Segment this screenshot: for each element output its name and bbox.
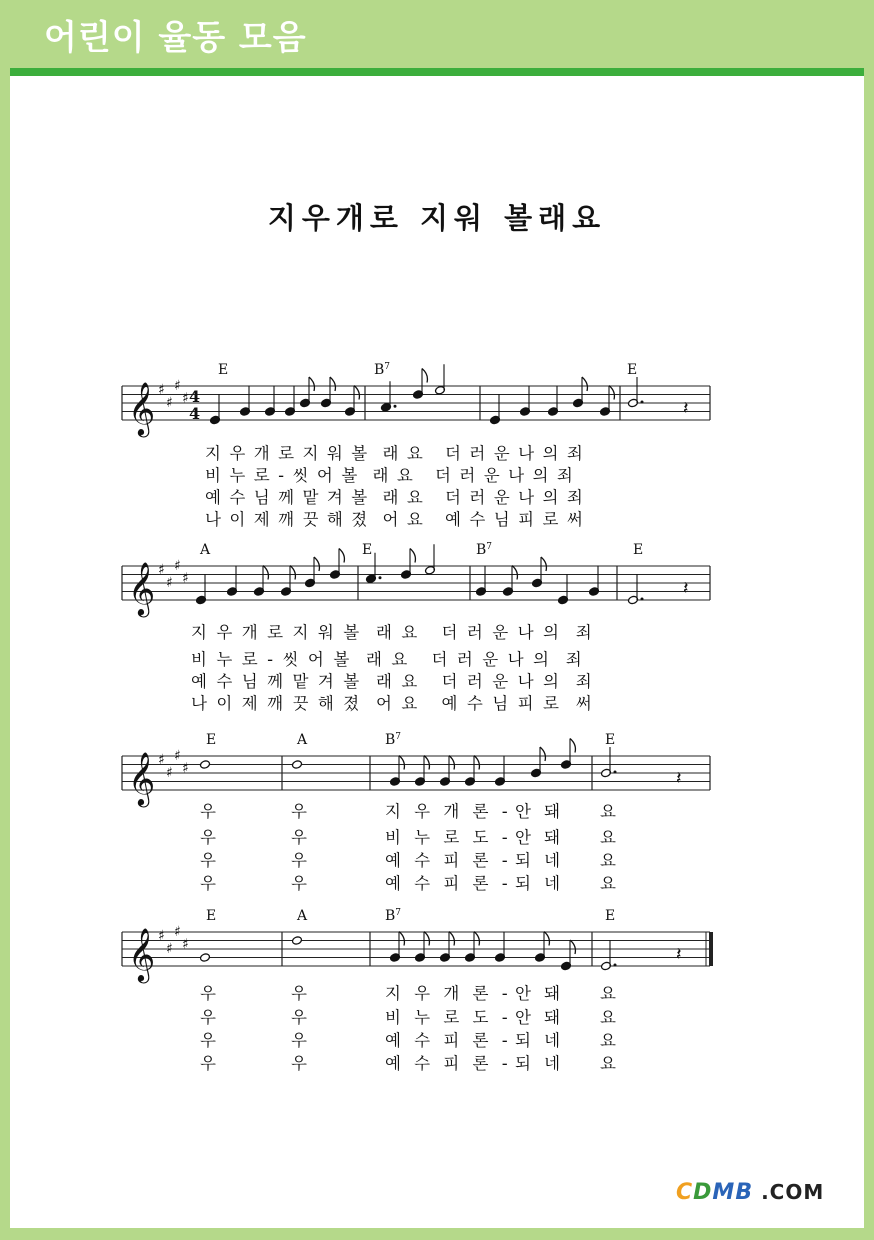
note-head bbox=[200, 760, 211, 770]
note-flag bbox=[474, 932, 479, 946]
lyric-line: 나 이 제 깨 끗 해 졌 어 요 예 수 님 피 로 써 bbox=[191, 694, 594, 713]
chord-superscript: 7 bbox=[395, 732, 402, 742]
lyric-syllable: 비 누 로 도 - bbox=[385, 828, 512, 847]
sharp-icon: ♯ bbox=[174, 557, 181, 574]
lyric-syllable: 예 수 피 론 - bbox=[385, 1054, 512, 1073]
chord-superscript: 7 bbox=[486, 542, 493, 552]
chord-superscript: 7 bbox=[384, 362, 391, 372]
note-head bbox=[200, 953, 211, 963]
lyric-syllable: 지 우 개 론 - bbox=[385, 802, 512, 821]
chord-label: $B^7$ bbox=[385, 732, 402, 748]
lyric-syllable: 요 bbox=[600, 1008, 620, 1027]
time-signature-top: 4 bbox=[189, 387, 201, 406]
note-flag bbox=[570, 739, 575, 753]
lyric-syllable: 우 bbox=[291, 1031, 311, 1050]
sharp-icon: ♯ bbox=[166, 764, 173, 781]
lyric-syllable: 요 bbox=[600, 874, 620, 893]
quarter-rest-icon: 𝄽 bbox=[683, 578, 689, 599]
lyric-syllable: 요 bbox=[600, 1031, 620, 1050]
lyric-syllable: 되 네 bbox=[515, 874, 565, 893]
lyric-syllable: 우 bbox=[291, 1054, 311, 1073]
note-flag bbox=[410, 549, 415, 563]
treble-clef-icon: 𝄞 bbox=[128, 561, 156, 615]
note-flag bbox=[290, 566, 295, 580]
chord-label: A bbox=[200, 542, 211, 558]
lyric-syllable: 예 수 피 론 - bbox=[385, 874, 512, 893]
lyric-syllable: 비 누 로 도 - bbox=[385, 1008, 512, 1027]
lyric-syllable: 예 수 피 론 - bbox=[385, 1031, 512, 1050]
sharp-icon: ♯ bbox=[158, 562, 165, 578]
sharp-icon: ♯ bbox=[182, 570, 189, 587]
final-bar-thick bbox=[709, 932, 713, 966]
chord-label: E bbox=[633, 542, 644, 558]
chord-label: E bbox=[605, 908, 616, 924]
note-dot bbox=[394, 405, 397, 408]
note-flag bbox=[449, 932, 454, 946]
lyric-line: 지 우 개 로 지 워 볼 래 요 더 러 운 나 의 죄 bbox=[191, 623, 594, 642]
note-head bbox=[292, 760, 303, 770]
lyric-syllable: 되 네 bbox=[515, 1054, 565, 1073]
time-signature-bottom: 4 bbox=[189, 404, 201, 423]
lyric-syllable: 우 bbox=[291, 851, 311, 870]
note-dot bbox=[379, 576, 382, 579]
note-flag bbox=[541, 557, 546, 571]
chord-label: $B^7$ bbox=[476, 542, 493, 558]
site-logo bbox=[676, 1180, 824, 1205]
lyric-line: 지 우 개 로 지 워 볼 래 요 더 러 운 나 의 죄 bbox=[205, 444, 585, 463]
lyric-syllable: 우 bbox=[291, 828, 311, 847]
chord-label: E bbox=[605, 732, 616, 748]
lyric-line: 비 누 로 - 씻 어 볼 래 요 더 러 운 나 의 죄 bbox=[205, 466, 575, 485]
sharp-icon: ♯ bbox=[158, 752, 165, 768]
treble-clef-icon: 𝄞 bbox=[128, 927, 156, 981]
note-flag bbox=[424, 756, 429, 770]
note-flag bbox=[314, 557, 319, 571]
lyric-syllable: 예 수 피 론 - bbox=[385, 851, 512, 870]
sharp-icon: ♯ bbox=[174, 923, 181, 940]
lyric-syllable: 우 bbox=[200, 1054, 220, 1073]
logo-letter-c: C bbox=[676, 1180, 694, 1205]
lyric-syllable: 우 bbox=[200, 984, 220, 1003]
logo-domain: .COM bbox=[753, 1180, 825, 1204]
note-flag bbox=[540, 747, 545, 761]
note-flag bbox=[309, 377, 314, 391]
lyric-syllable: 요 bbox=[600, 1054, 620, 1073]
lyric-syllable: 우 bbox=[200, 828, 220, 847]
note-flag bbox=[422, 369, 427, 383]
staff-system bbox=[122, 908, 713, 983]
lyric-syllable: 되 네 bbox=[515, 1031, 565, 1050]
sharp-icon: ♯ bbox=[158, 928, 165, 944]
note-flag bbox=[512, 566, 517, 580]
lyric-syllable: 요 bbox=[600, 828, 620, 847]
lyric-syllable: 우 bbox=[291, 984, 311, 1003]
lyric-line: 예 수 님 께 맡 겨 볼 래 요 더 러 운 나 의 죄 bbox=[205, 488, 585, 507]
chord-label: E bbox=[362, 542, 373, 558]
chord-label: E bbox=[218, 362, 229, 378]
lyric-line: 예 수 님 께 맡 겨 볼 래 요 더 러 운 나 의 죄 bbox=[191, 672, 594, 691]
note-flag bbox=[354, 386, 359, 400]
note-flag bbox=[399, 932, 404, 946]
lyric-syllable: 우 bbox=[291, 802, 311, 821]
chord-superscript: 7 bbox=[395, 908, 402, 918]
note-flag bbox=[570, 940, 575, 954]
sharp-icon: ♯ bbox=[158, 382, 165, 398]
chord-label: $B^7$ bbox=[374, 362, 391, 378]
lyric-syllable: 우 bbox=[200, 851, 220, 870]
note-flag bbox=[449, 756, 454, 770]
staff-system bbox=[122, 362, 710, 437]
treble-clef-icon: 𝄞 bbox=[128, 381, 156, 435]
quarter-rest-icon: 𝄽 bbox=[683, 398, 689, 419]
sharp-icon: ♯ bbox=[182, 936, 189, 953]
chord-label: E bbox=[206, 908, 217, 924]
logo-letter-m: M bbox=[712, 1180, 736, 1205]
lyric-syllable: 우 bbox=[200, 1008, 220, 1027]
note-flag bbox=[582, 377, 587, 391]
lyric-syllable: 우 bbox=[200, 874, 220, 893]
chord-label: A bbox=[297, 908, 308, 924]
staff-system bbox=[122, 732, 710, 807]
lyric-syllable: 우 bbox=[200, 802, 220, 821]
sharp-icon: ♯ bbox=[174, 377, 181, 394]
lyric-syllable: 되 네 bbox=[515, 851, 565, 870]
lyric-syllable: 우 bbox=[291, 874, 311, 893]
note-dot bbox=[641, 598, 644, 601]
chord-label: $B^7$ bbox=[385, 908, 402, 924]
quarter-rest-icon: 𝄽 bbox=[676, 944, 682, 965]
lyric-syllable: 요 bbox=[600, 851, 620, 870]
header-title: 어린이 율동 모음 bbox=[44, 18, 307, 58]
note-flag bbox=[339, 549, 344, 563]
lyric-syllable: 안 돼 bbox=[515, 802, 565, 821]
sharp-icon: ♯ bbox=[174, 747, 181, 764]
lyric-syllable: 우 bbox=[291, 1008, 311, 1027]
lyric-syllable: 안 돼 bbox=[515, 828, 565, 847]
sharp-icon: ♯ bbox=[182, 760, 189, 777]
note-head bbox=[292, 936, 303, 946]
lyric-syllable: 요 bbox=[600, 984, 620, 1003]
lyric-line: 비 누 로 - 씻 어 볼 래 요 더 러 운 나 의 죄 bbox=[191, 650, 584, 669]
note-dot bbox=[614, 964, 617, 967]
note-flag bbox=[263, 566, 268, 580]
note-flag bbox=[474, 756, 479, 770]
logo-letter-b: B bbox=[735, 1180, 754, 1205]
lyric-syllable: 안 돼 bbox=[515, 984, 565, 1003]
note-flag bbox=[544, 932, 549, 946]
note-dot bbox=[614, 771, 617, 774]
song-title: 지우개로 지워 볼래요 bbox=[267, 201, 607, 235]
sharp-icon: ♯ bbox=[166, 940, 173, 957]
treble-clef-icon: 𝄞 bbox=[128, 751, 156, 805]
note-flag bbox=[424, 932, 429, 946]
lyric-syllable: 지 우 개 론 - bbox=[385, 984, 512, 1003]
lyric-syllable: 요 bbox=[600, 802, 620, 821]
sharp-icon: ♯ bbox=[182, 390, 189, 407]
note-flag bbox=[399, 756, 404, 770]
lyric-line: 나 이 제 깨 끗 해 졌 어 요 예 수 님 피 로 써 bbox=[205, 510, 585, 529]
sharp-icon: ♯ bbox=[166, 574, 173, 591]
chord-label: E bbox=[206, 732, 217, 748]
note-flag bbox=[330, 377, 335, 391]
quarter-rest-icon: 𝄽 bbox=[676, 768, 682, 789]
lyric-syllable: 안 돼 bbox=[515, 1008, 565, 1027]
lyric-syllable: 우 bbox=[200, 1031, 220, 1050]
chord-label: E bbox=[627, 362, 638, 378]
note-flag bbox=[609, 386, 614, 400]
chord-label: A bbox=[297, 732, 308, 748]
staff-system bbox=[122, 542, 710, 617]
note-dot bbox=[641, 401, 644, 404]
logo-letter-d: D bbox=[693, 1180, 713, 1205]
sharp-icon: ♯ bbox=[166, 394, 173, 411]
